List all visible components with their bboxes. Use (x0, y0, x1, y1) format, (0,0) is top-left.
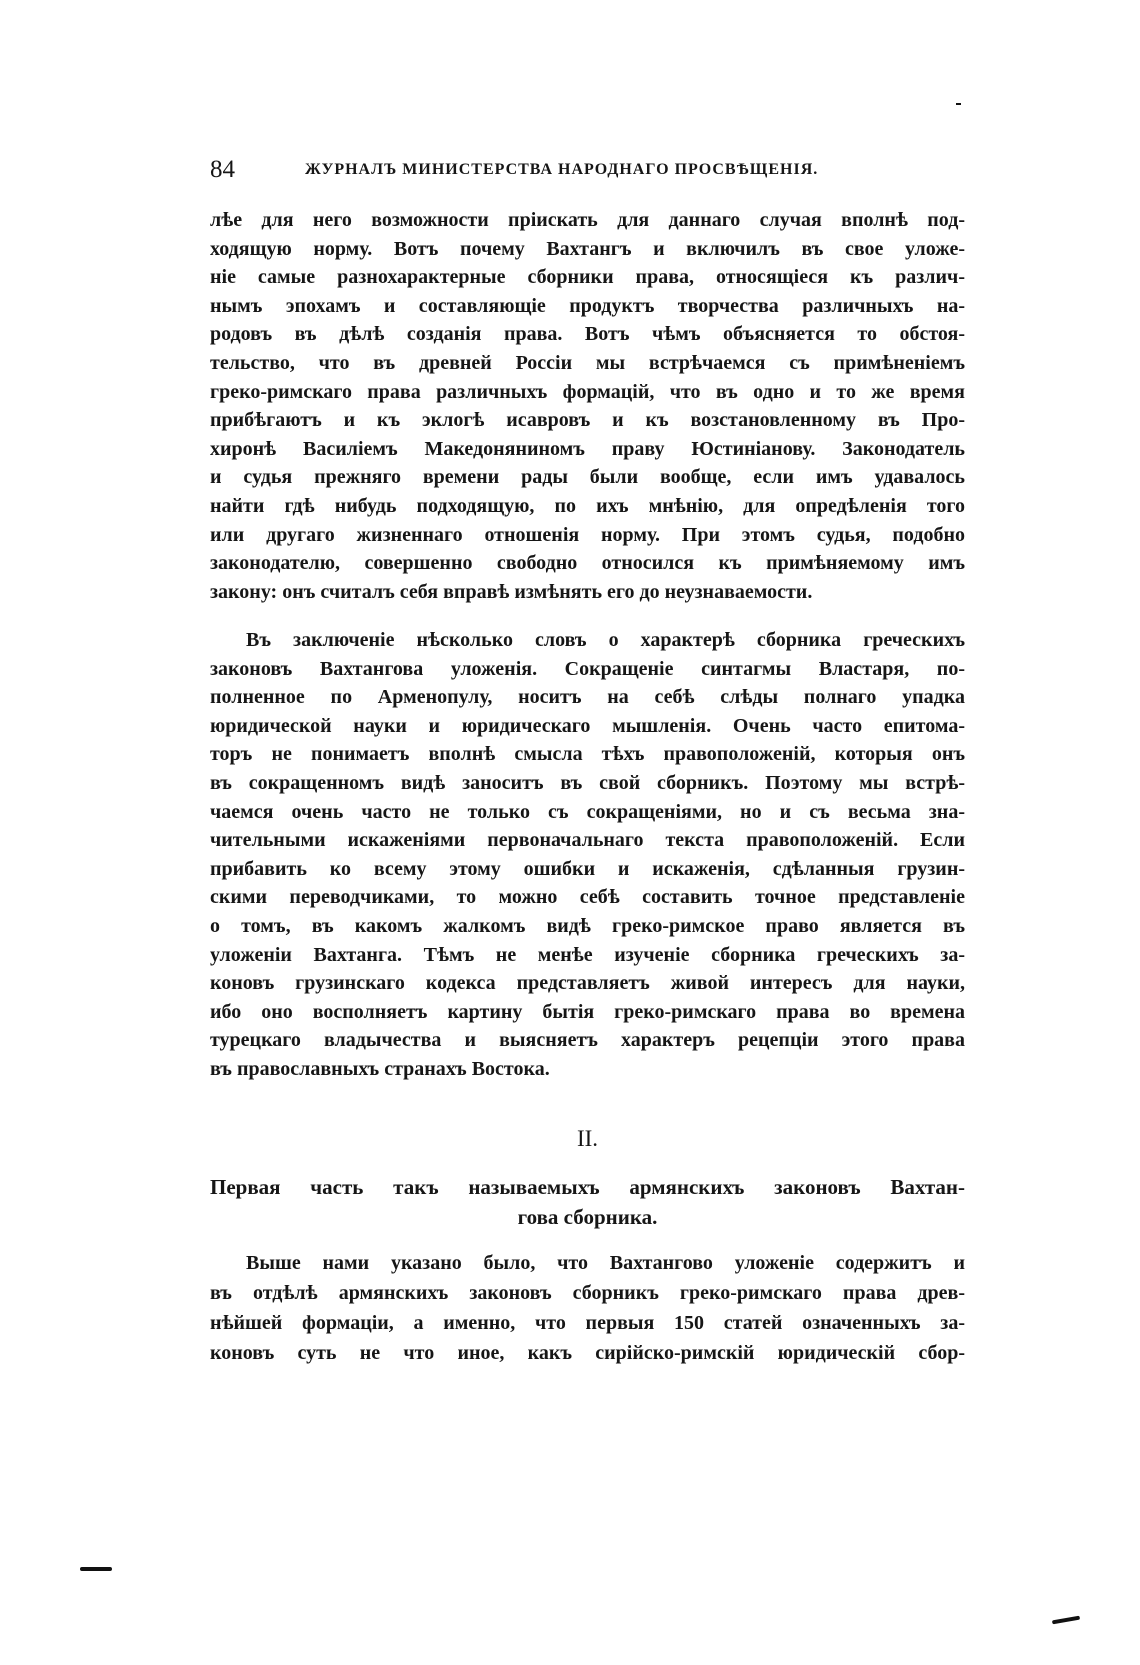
journal-title: ЖУРНАЛЪ МИНИСТЕРСТВА НАРОДНАГО ПРОСВѢЩЕНІЯ. (305, 161, 819, 178)
text-line: найти гдѣ нибудь подходящую, по ихъ мнѣнію, для опредѣленія того (210, 494, 965, 517)
text-line: законодателю, совершенно свободно относился къ примѣняемому имъ (210, 552, 965, 575)
text-line: чительными искаженіями первоначальнаго текста правоположеній. Если (210, 829, 965, 852)
text-line: нѣйшей формаціи, а именно, что первыя 150 статей означенныхъ за- (210, 1312, 965, 1334)
text-line: Въ заключеніе нѣсколько словъ о характерѣ сборника греческихъ (246, 629, 965, 651)
text-line: Выше нами указано было, что Вахтангово уложеніе содержитъ и (246, 1252, 965, 1274)
text-line: въ сокращенномъ видѣ заноситъ въ свой сборникъ. Поэтому мы встрѣ- (210, 771, 965, 794)
scan-artifact (956, 103, 961, 105)
section-title (210, 1172, 965, 1232)
text-line: ибо оно восполняетъ картину бытія греко-римскаго права во времена (210, 1000, 965, 1023)
text-line: ходящую норму. Вотъ почему Вахтангъ и включилъ въ свое уложе- (210, 237, 965, 260)
text-line: полненное по Арменопулу, носитъ на себѣ слѣды полнаго упадка (210, 686, 965, 709)
text-line: ніе самые разнохарактерные сборники права, относящіеся къ различ- (210, 266, 965, 289)
page-number: 84 (210, 156, 235, 183)
text-line: закону: онъ считалъ себя вправѣ измѣнять его до неузнаваемости. (210, 580, 813, 603)
paragraph-1 (210, 206, 965, 606)
text-line: родовъ въ дѣлѣ созданія права. Вотъ чѣмъ объясняется то обстоя- (210, 323, 965, 346)
scan-artifact (1052, 1616, 1080, 1625)
running-head (210, 156, 965, 190)
text-line: чаемся очень часто не только съ сокращеніями, но и съ весьма зна- (210, 800, 965, 823)
text-line: хиронѣ Василіемъ Македоняниномъ праву Юстиніанову. Законодатель (210, 437, 965, 460)
text-line: юридической науки и юридическаго мышленія. Очень часто епитома- (210, 714, 965, 737)
paragraph-2 (210, 626, 965, 1084)
text-line: законовъ Вахтангова уложенія. Сокращеніе синтагмы Властаря, по- (210, 657, 965, 680)
text-line: греко-римскаго права различныхъ формацій, что въ одно и то же время (210, 380, 965, 403)
text-line: скими переводчиками, то можно себѣ составить точное представленіе (210, 886, 965, 909)
text-line: о томъ, въ какомъ жалкомъ видѣ греко-римское право является въ (210, 914, 965, 937)
text-line: лѣе для него возможности пріискать для даннаго случая вполнѣ под- (210, 209, 965, 231)
section-number: II. (576, 1126, 599, 1151)
text-line: уложеніи Вахтанга. Тѣмъ не менѣе изученіе сборника греческихъ за- (210, 943, 965, 966)
text-line: коновъ суть не что иное, какъ сирійско-римскій юридическій сбор- (210, 1342, 965, 1364)
text-line: торъ не понимаетъ вполнѣ смысла тѣхъ правоположеній, которыя онъ (210, 743, 965, 766)
scan-artifact (80, 1567, 112, 1571)
text-line: и судья прежняго времени рады были вообще, если имъ удавалось (210, 466, 965, 489)
text-line: прибавить ко всему этому ошибки и искаженія, сдѣланныя грузин- (210, 857, 965, 880)
section-title-line: гова сборника. (517, 1205, 658, 1229)
text-line: нымъ эпохамъ и составляющіе продуктъ творчества различныхъ на- (210, 294, 965, 317)
text-line: турецкаго владычества и выясняетъ характеръ рецепціи этого права (210, 1029, 965, 1052)
text-line: коновъ грузинскаго кодекса представляетъ живой интересъ для науки, (210, 972, 965, 995)
text-line: въ отдѣлѣ армянскихъ законовъ сборникъ греко-римскаго права древ- (210, 1282, 965, 1304)
paragraph-3 (210, 1248, 965, 1368)
text-line: или другаго жизненнаго отношенія норму. При этомъ судья, подобно (210, 523, 965, 546)
section-title-line: Первая часть такъ называемыхъ армянскихъ законовъ Вахтан- (210, 1175, 965, 1199)
text-line: въ православныхъ странахъ Востока. (210, 1057, 550, 1080)
text-line: тельство, что въ древней Россіи мы встрѣчаемся съ примѣненіемъ (210, 351, 965, 374)
text-line: прибѣгаютъ и къ эклогѣ исавровъ и къ возстановленному въ Про- (210, 409, 965, 432)
